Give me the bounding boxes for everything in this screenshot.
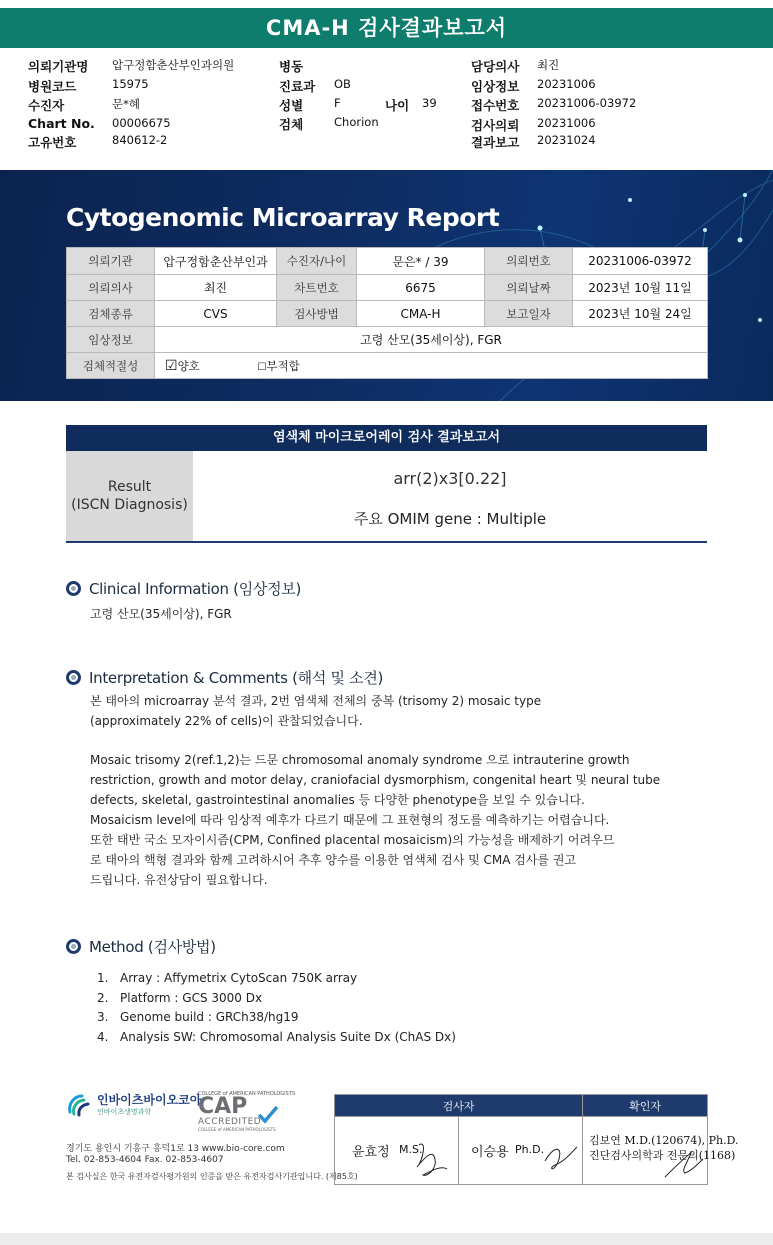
text-line: (approximately 22% of cells)이 관찰되었습니다. <box>90 714 363 728</box>
specimen-label: 검체 <box>279 117 304 132</box>
method-section-title: Method (검사방법) <box>66 936 216 957</box>
table-cell: 의뢰의사 <box>67 275 155 301</box>
report-title: CMA-H 검사결과보고서 <box>0 8 773 48</box>
age-label: 나이 <box>385 98 410 113</box>
certification-note: 본 검사실은 한국 유전자검사평가원의 인증을 받은 유전자검사기관입니다. (제85호) <box>66 1172 358 1181</box>
cap-bottom-text: COLLEGE of AMERICAN PATHOLOGISTS <box>198 1127 276 1132</box>
confirmer-line-2: 진단검사의학과 전문의(1168) <box>589 1149 736 1162</box>
clinical-value: 20231006 <box>537 77 596 91</box>
interpretation-paragraph-1 <box>90 691 541 731</box>
section-bullet-icon <box>66 670 81 685</box>
hospital-value: 압구정함춘산부인과의원 <box>112 58 235 72</box>
table-cell: CMA-H <box>357 301 485 327</box>
doctor-value: 최진 <box>537 58 560 72</box>
list-item: 3. Genome build : GRCh38/hg19 <box>97 1010 299 1024</box>
unique-value: 840612-2 <box>112 133 168 147</box>
iscn-result: arr(2)x3[0.22] <box>393 469 507 488</box>
chart-label: Chart No. <box>28 116 95 131</box>
chart-value: 00006675 <box>112 116 171 130</box>
company-tel: Tel. 02-853-4604 Fax. 02-853-4607 <box>66 1155 224 1165</box>
cap-accredited-text: ACCREDITED <box>198 1117 262 1127</box>
result-heading: 염색체 마이크로어레이 검사 결과보고서 <box>66 425 707 451</box>
page-bottom-strip <box>0 1233 773 1245</box>
company-name: 인바이츠바이오코아 <box>97 1092 202 1107</box>
text-line: 본 태아의 microarray 분석 결과, 2번 염색체 전체의 중복 (trisomy 2) mosaic type <box>90 694 542 708</box>
table-cell: 2023년 10월 11일 <box>573 275 708 301</box>
confirmer <box>583 1117 739 1185</box>
table-cell: 20231006-03972 <box>573 248 708 275</box>
text-line: 드립니다. 유전상담이 필요합니다. <box>90 873 268 887</box>
cap-top-text: COLLEGE of AMERICAN PATHOLOGISTS <box>198 1091 296 1097</box>
hospital-label: 의뢰기관명 <box>28 59 89 74</box>
text-line: 또한 태반 국소 모자이시즘(CPM, Confined placental mosaicism)의 가능성을 배제하기 어려우므 <box>90 833 615 847</box>
result-label-line2: (ISCN Diagnosis) <box>71 497 188 513</box>
suitability-options <box>155 353 708 379</box>
result-box <box>66 451 707 543</box>
clinical-label: 임상정보 <box>471 79 520 94</box>
text-line: 로 태아의 핵형 결과와 함께 고려하시어 추후 양수를 이용한 염색체 검사 및 CMA 검사를 권고 <box>90 853 577 867</box>
patient-label: 수진자 <box>28 98 65 113</box>
table-cell: 수진자/나이 <box>277 248 357 275</box>
table-cell: 6675 <box>357 275 485 301</box>
doctor-label: 담당의사 <box>471 59 520 74</box>
option-bad-label: 부적합 <box>266 358 300 373</box>
text-line: Mosaic trisomy 2(ref.1,2)는 드문 chromosomal anomaly syndrome 으로 intrauterine growth <box>90 753 630 767</box>
company-subname: 인바이츠생명과학 <box>97 1107 152 1116</box>
table-row <box>67 248 708 275</box>
company-logo-icon <box>66 1092 92 1118</box>
table-cell: 문은* / 39 <box>357 248 485 275</box>
table-cell: 의뢰번호 <box>485 248 573 275</box>
examiner-2-name: 이승용 <box>471 1145 509 1160</box>
sex-value: F <box>334 96 341 110</box>
section-bullet-icon <box>66 939 81 954</box>
list-item: 2. Platform : GCS 3000 Dx <box>97 990 263 1005</box>
examiner-1-name: 윤효정 <box>352 1145 390 1160</box>
checkmark-icon <box>257 1103 279 1125</box>
suitability-label: 검체적절성 <box>67 353 155 379</box>
confirmer-heading: 확인자 <box>583 1095 708 1117</box>
code-label: 병원코드 <box>28 79 77 94</box>
list-item: 1. Array : Affymetrix CytoScan 750K array <box>97 971 358 985</box>
table-cell: 의뢰기관 <box>67 248 155 275</box>
unique-label: 고유번호 <box>28 135 77 150</box>
table-cell: 검체종류 <box>67 301 155 327</box>
table-cell: 차트번호 <box>277 275 357 301</box>
company-address: 경기도 용인시 기흥구 흥덕1로 13 www.bio-core.com <box>66 1144 285 1154</box>
result-label <box>66 451 193 541</box>
receipt-value: 20231006-03972 <box>537 96 637 110</box>
exam-label: 검사의뢰 <box>471 118 520 133</box>
signature-table <box>334 1094 739 1185</box>
examiner-2-title: Ph.D. <box>515 1143 545 1156</box>
interpretation-paragraph-2 <box>90 750 660 890</box>
interpretation-section-title: Interpretation & Comments (해석 및 소견) <box>66 667 383 688</box>
examiner-1 <box>335 1117 459 1185</box>
section-bullet-icon <box>66 581 81 596</box>
table-cell: 의뢰날짜 <box>485 275 573 301</box>
table-cell: 최진 <box>155 275 277 301</box>
method-list <box>97 969 456 1047</box>
table-cell: 검사방법 <box>277 301 357 327</box>
age-value: 39 <box>422 96 437 110</box>
table-row <box>67 275 708 301</box>
specimen-value: Chorion <box>334 115 379 129</box>
report-value: 20231024 <box>537 133 596 147</box>
exam-value: 20231006 <box>537 116 596 130</box>
table-cell: CVS <box>155 301 277 327</box>
omim-gene: 주요 OMIM gene : Multiple <box>353 510 547 528</box>
report-label: 결과보고 <box>471 135 520 150</box>
result-label-line1: Result <box>107 479 152 495</box>
text-line: Mosaicism level에 따라 임상적 예후가 다르기 때문에 그 표현형의 정도를 예측하기는 어렵습니다. <box>90 813 610 827</box>
ward-label: 병동 <box>279 59 304 74</box>
confirmer-line-1: 김보연 M.D.(120674), Ph.D. <box>589 1134 739 1147</box>
code-value: 15975 <box>112 77 149 91</box>
dept-value: OB <box>334 77 351 91</box>
table-row <box>67 353 708 379</box>
list-item: 4. Analysis SW: Chromosomal Analysis Suite Dx (ChAS Dx) <box>97 1029 456 1044</box>
option-ok-label: 양호 <box>177 358 200 373</box>
table-cell: 보고일자 <box>485 301 573 327</box>
examiner-1-title: M.S. <box>399 1143 423 1156</box>
table-row <box>67 327 708 353</box>
clinical-section-title: Clinical Information (임상정보) <box>66 578 301 599</box>
sex-label: 성별 <box>279 98 304 113</box>
table-cell: 2023년 10월 24일 <box>573 301 708 327</box>
clinical-text: 고령 산모(35세이상), FGR <box>90 607 232 621</box>
cap-accredited-logo <box>198 1091 296 1132</box>
examiner-heading: 검사자 <box>335 1095 583 1117</box>
examiner-2 <box>459 1117 583 1185</box>
receipt-label: 접수번호 <box>471 98 520 113</box>
text-line: restriction, growth and motor delay, craniofacial dysmorphism, congenital heart 및 neural tube <box>90 773 661 787</box>
signature-icon <box>541 1139 581 1179</box>
patient-info-table <box>66 247 708 379</box>
dept-label: 진료과 <box>279 79 316 94</box>
patient-value: 문*혜 <box>112 97 140 111</box>
company-logo <box>66 1092 201 1118</box>
checkbox-empty-icon: ☐ <box>257 361 267 373</box>
clinical-info-label: 임상정보 <box>67 327 155 353</box>
cap-big-text: CAP <box>198 1094 248 1119</box>
clinical-info-value: 고령 산모(35세이상), FGR <box>155 327 708 353</box>
checkbox-checked-icon: ☑ <box>165 357 178 374</box>
text-line: defects, skeletal, gastrointestinal anomalies 등 다양한 phenotype을 보일 수 있습니다. <box>90 793 585 807</box>
table-row <box>67 301 708 327</box>
table-cell: 압구정함춘산부인과 <box>155 248 277 275</box>
banner-title: Cytogenomic Microarray Report <box>66 203 500 232</box>
